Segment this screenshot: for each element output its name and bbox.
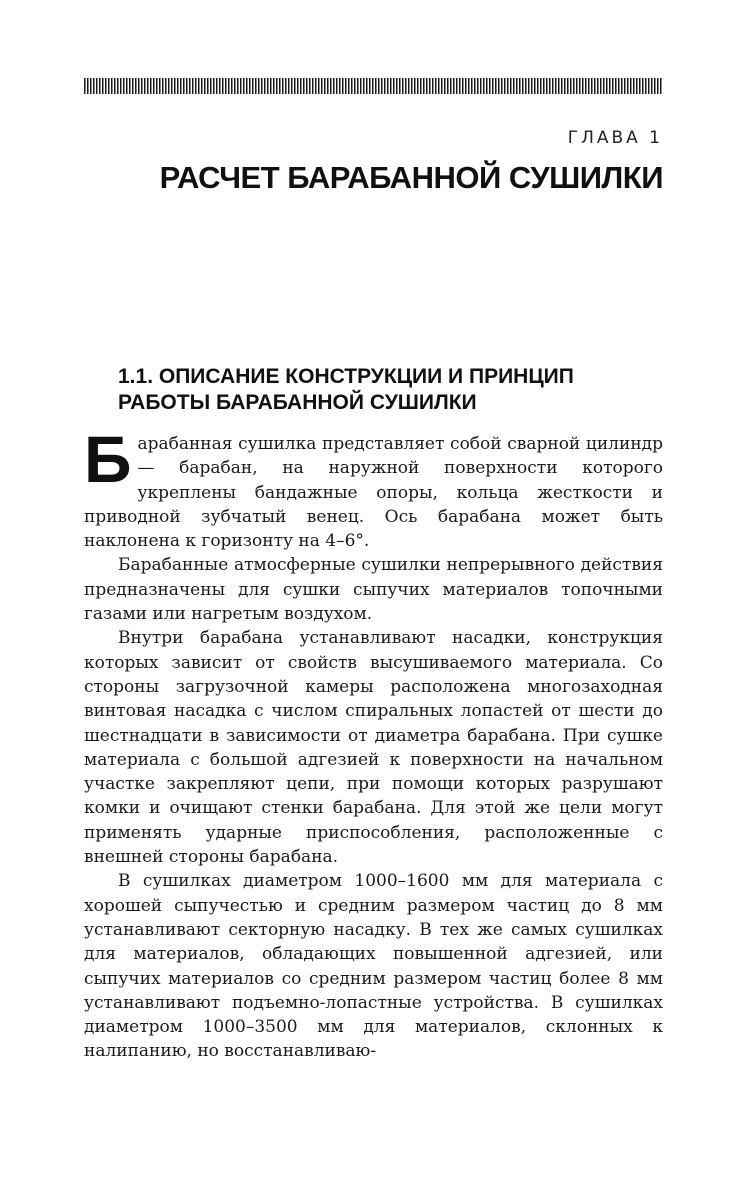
chapter-title: РАСЧЕТ БАРАБАННОЙ СУШИЛКИ bbox=[159, 160, 663, 195]
body-text bbox=[84, 422, 663, 1064]
paragraph-2: Барабанные атмосферные сушилки непрерывного действия предназначены для сушки сыпучих материалов топочными газами или нагретым воздухом. bbox=[84, 555, 663, 625]
section-heading-line-1: 1.1. ОПИСАНИЕ КОНСТРУКЦИИ И ПРИНЦИП bbox=[118, 365, 574, 388]
paragraph-1 bbox=[84, 422, 663, 553]
paragraph-4: В сушилках диаметром 1000–1600 мм для материала с хорошей сыпучестью и средним размером частиц до 8 мм устанавливают секторную насадку. В тех же самых сушилках для материалов, обладающих повышенной адгезией, или сыпучих материалов со средним размером частиц более 8 мм устанавливают подъемно-лопастные устройства. В сушилках диаметром 1000–3500 мм для материалов, склонных к налипанию, но восстанавливаю- bbox=[84, 871, 663, 1062]
section-heading-line-2: РАБОТЫ БАРАБАННОЙ СУШИЛКИ bbox=[118, 391, 477, 414]
drop-cap: Б bbox=[84, 422, 132, 496]
paragraph-1-text: арабанная сушилка представляет собой сварной цилиндр — барабан, на наружной поверхности которого укреплены бандажные опоры, кольца жесткости и приводной зубчатый венец. Ось барабана может быть наклонена к горизонту на 4–6°. bbox=[84, 434, 663, 552]
section-heading bbox=[118, 364, 638, 416]
header-decorative-rule bbox=[84, 78, 663, 94]
paragraph-3: Внутри барабана устанавливают насадки, конструкция которых зависит от свойств высушиваемого материала. Со стороны загрузочной камеры расположена многозаходная винтовая насадка с числом спиральных лопастей от шести до шестнадцати в зависимости от диаметра барабана. При сушке материала с большой адгезией к поверхности на начальном участке закрепляют цепи, при помощи которых разрушают комки и очищают стенки барабана. Для этой же цели могут применять ударные приспособления, расположенные с внешней стороны барабана. bbox=[84, 628, 663, 868]
chapter-label: ГЛАВА 1 bbox=[567, 128, 663, 148]
